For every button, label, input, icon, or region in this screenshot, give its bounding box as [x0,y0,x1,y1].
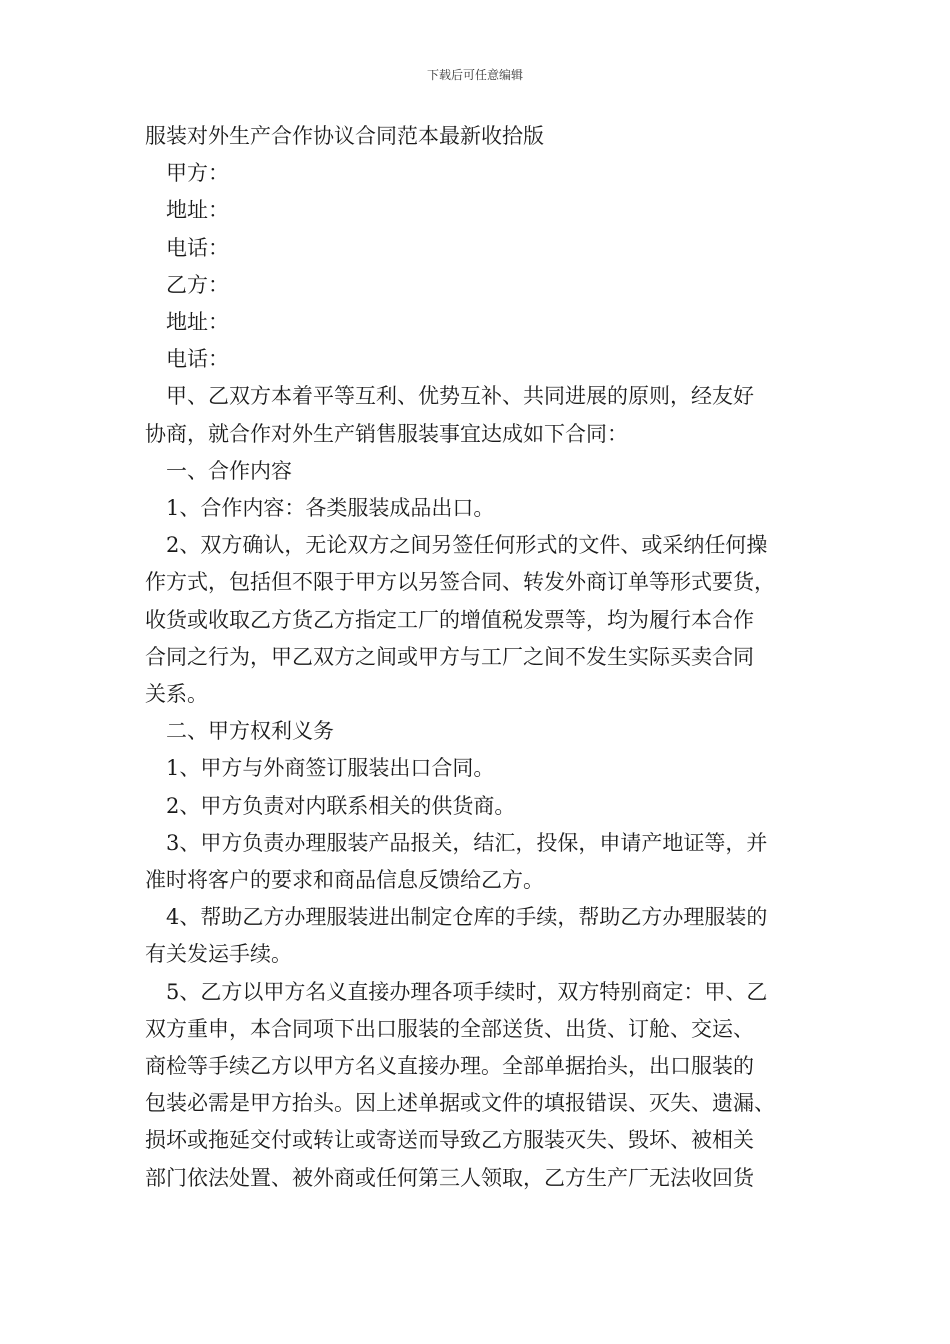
document-line: 2、甲方负责对内联系相关的供货商。 [166,793,516,818]
document-line: 关系。 [145,682,208,707]
document-line: 地址： [166,198,229,223]
document-line: 损坏或拖延交付或转让或寄送而导致乙方服装灭失、毁坏、被相关 [145,1128,754,1153]
document-line: 准时将客户的要求和商品信息反馈给乙方。 [145,868,544,893]
document-line: 乙方： [166,272,229,297]
document-line: 2、双方确认，无论双方之间另签任何形式的文件、或采纳任何操 [166,533,768,558]
document-line: 甲方： [166,161,229,186]
document-line: 电话： [166,235,229,260]
document-line: 协商，就合作对外生产销售服装事宜达成如下合同： [145,421,628,446]
document-line: 1、合作内容：各类服装成品出口。 [166,496,495,521]
document-line: 合同之行为，甲乙双方之间或甲方与工厂之间不发生实际买卖合同 [145,644,754,669]
document-title: 服装对外生产合作协议合同范本最新收拾版 [145,124,544,148]
document-line: 4、帮助乙方办理服装进出制定仓库的手续，帮助乙方办理服装的 [166,905,768,930]
document-line: 一、合作内容 [166,458,292,483]
document-line: 有关发运手续。 [145,942,292,967]
document-lines [145,155,830,1197]
document-line: 甲、乙双方本着平等互利、优势互补、共同进展的原则，经友好 [166,384,754,409]
document-body [145,118,830,1197]
document-line: 地址： [166,310,229,335]
document-line: 部门依法处置、被外商或任何第三人领取，乙方生产厂无法收回货 [145,1165,754,1190]
document-line: 5、乙方以甲方名义直接办理各项手续时，双方特别商定：甲、乙 [166,979,768,1004]
document-line: 1、甲方与外商签订服装出口合同。 [166,756,495,781]
document-line: 包装必需是甲方抬头。因上述单据或文件的填报错误、灭失、遗漏、 [145,1091,775,1116]
document-line: 收货或收取乙方货乙方指定工厂的增值税发票等，均为履行本合作 [145,607,754,632]
document-line: 电话： [166,347,229,372]
document-line: 二、甲方权利义务 [166,719,334,744]
document-line: 作方式，包括但不限于甲方以另签合同、转发外商订单等形式要货， [145,570,775,595]
document-line: 双方重申，本合同项下出口服装的全部送货、出货、订舱、交运、 [145,1016,754,1041]
document-line: 3、甲方负责办理服装产品报关，结汇，投保，申请产地证等，并 [166,830,768,855]
header-note: 下载后可任意编辑 [426,68,523,82]
document-line: 商检等手续乙方以甲方名义直接办理。全部单据抬头，出口服装的 [145,1054,754,1079]
